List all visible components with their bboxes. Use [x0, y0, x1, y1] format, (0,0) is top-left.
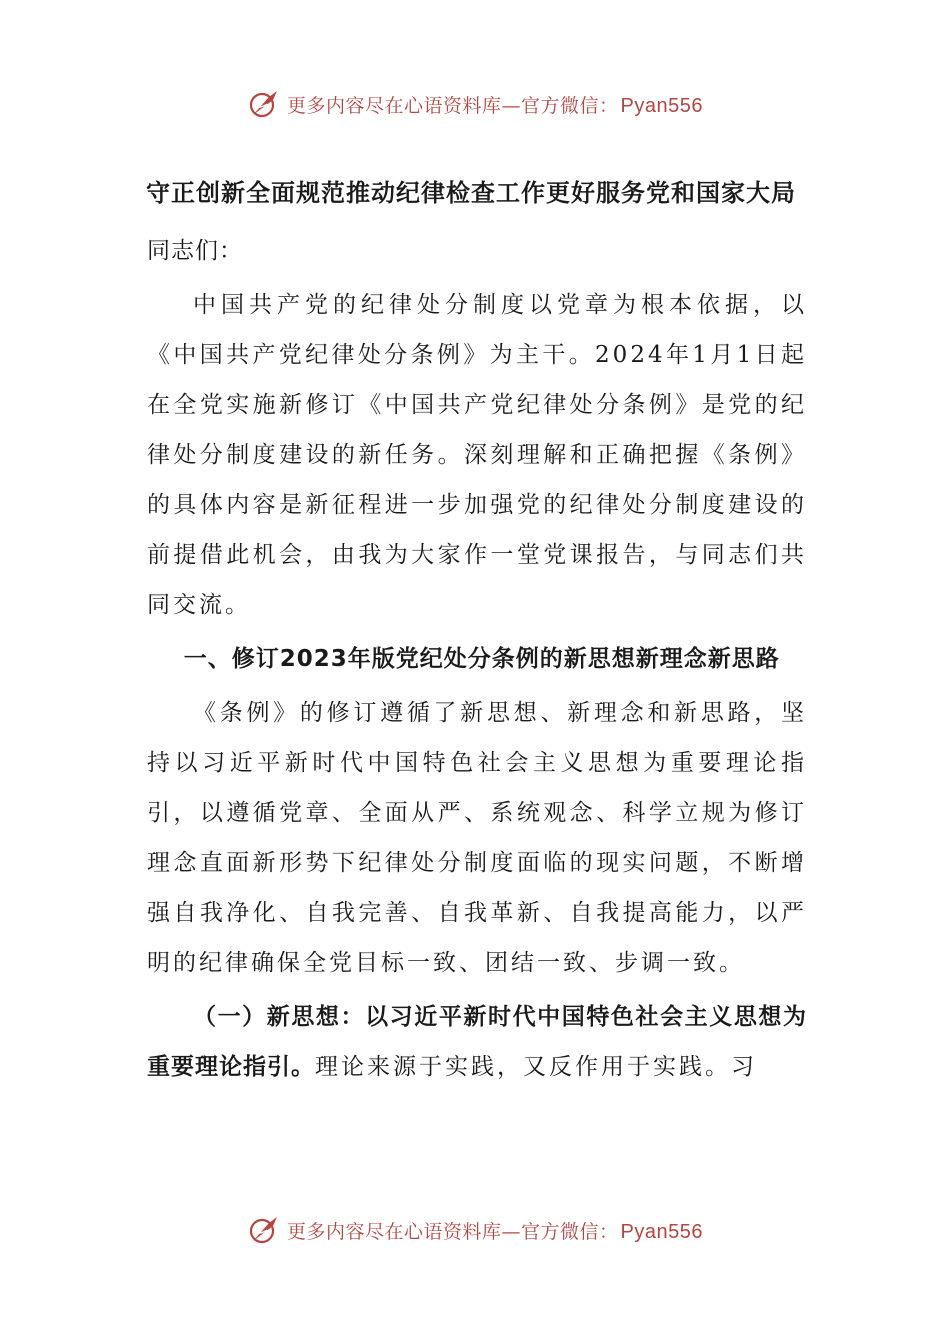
intro-paragraph: 中国共产党的纪律处分制度以党章为根本依据，以《中国共产党纪律处分条例》为主干。2024年1月1日起在全党实施新修订《中国共产党纪律处分条例》是党的纪律处分制度建设的新任务。深刻理解和正确把握《条例》的具体内容是新征程进一步加强党的纪律处分制度建设的前提借此机会，由我为大家作一堂党课报告，与同志们共同交流。: [147, 292, 807, 618]
footer-watermark-banner: [0, 1210, 950, 1250]
section-heading-1: 一、修订2023年版党纪处分条例的新思想新理念新思路: [183, 646, 780, 672]
wechat-id: Pyan556: [620, 94, 703, 117]
banner-text: 更多内容尽在心语资料库—官方微信： Pyan556: [287, 94, 703, 117]
quill-pen-logo-icon: [247, 1213, 281, 1247]
quill-pen-logo-icon: [247, 87, 281, 121]
header-watermark-banner: [0, 84, 950, 124]
banner-text: 更多内容尽在心语资料库—官方微信： Pyan556: [287, 1220, 703, 1243]
wechat-id: Pyan556: [620, 1220, 703, 1243]
document-body: [147, 168, 807, 1092]
subsection-1-text: 理论来源于实践，又反作用于实践。习: [315, 1054, 757, 1080]
salutation: 同志们：: [147, 238, 243, 264]
subsection-1-paragraph: [147, 992, 807, 1092]
document-title: 守正创新全面规范推动纪律检查工作更好服务党和国家大局: [146, 179, 796, 207]
section-1-paragraph: 《条例》的修订遵循了新思想、新理念和新思路，坚持以习近平新时代中国特色社会主义思想为重要理论指引，以遵循党章、全面从严、系统观念、科学立规为修订理念直面新形势下纪律处分制度面临的现实问题，不断增强自我净化、自我完善、自我革新、自我提高能力，以严明的纪律确保全党目标一致、团结一致、步调一致。: [147, 700, 807, 976]
subsection-1-lead: （一）新思想：以习近平新时代中国特色社会主义思想为重要理论指引。: [147, 1004, 807, 1080]
